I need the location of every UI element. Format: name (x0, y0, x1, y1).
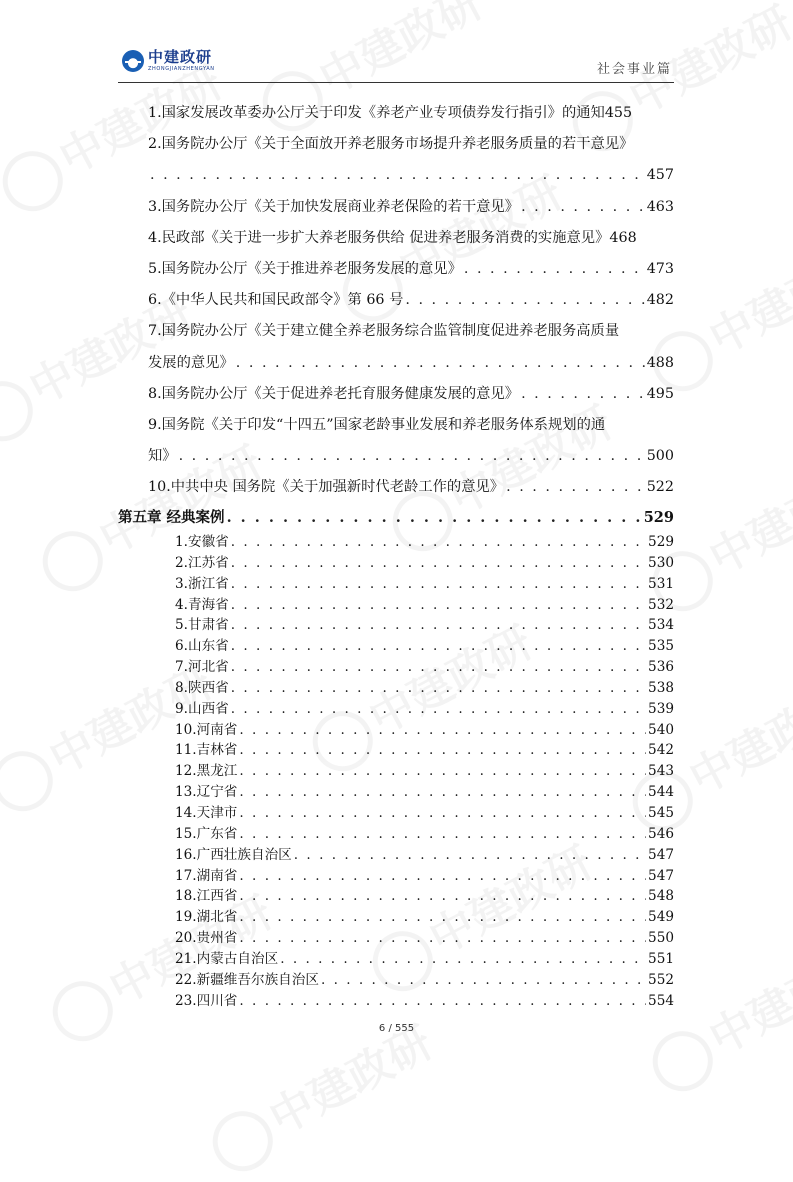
toc-page-number: 522 (646, 479, 674, 496)
case-page-number: 547 (648, 867, 674, 884)
logo-pinyin: ZHONGJIANZHENGYAN (148, 66, 215, 72)
case-label: 19.湖北省 (175, 909, 238, 926)
toc-page-number: 500 (646, 448, 674, 465)
toc-entry-line (148, 441, 674, 472)
case-label: 16.广西壮族自治区 (175, 846, 292, 863)
case-list-item[interactable] (175, 615, 674, 636)
dot-leader (239, 761, 646, 782)
dot-leader (506, 472, 645, 503)
case-label: 20.贵州省 (175, 930, 238, 947)
dot-leader (239, 991, 646, 1012)
toc-entry-line (148, 223, 674, 254)
dot-leader (239, 782, 646, 803)
dot-leader (231, 574, 646, 595)
case-label: 14.天津市 (175, 804, 238, 821)
toc-entry-title: 9.国务院《关于印发“十四五”国家老龄事业发展和养老服务体系规划的通 (148, 417, 606, 434)
case-page-number: 546 (648, 825, 674, 842)
toc-entry[interactable] (148, 192, 674, 223)
case-list-item[interactable] (175, 866, 674, 887)
case-page-number: 540 (648, 721, 674, 738)
toc-entry-title: 6.《中华人民共和国民政部令》第 66 号 (148, 292, 404, 309)
watermark-logo-icon (202, 1101, 283, 1182)
toc-entry[interactable] (148, 285, 674, 316)
dot-leader (321, 970, 646, 991)
case-list-item[interactable] (175, 636, 674, 657)
toc-page-number: 482 (646, 292, 674, 309)
toc-entry-line (148, 410, 674, 441)
case-list-item[interactable] (175, 595, 674, 616)
case-page-number: 544 (648, 784, 674, 801)
toc-entry-line (148, 98, 674, 129)
case-list-item[interactable] (175, 740, 674, 761)
case-page-number: 535 (648, 638, 674, 655)
case-list-item[interactable] (175, 803, 674, 824)
case-list-item[interactable] (175, 699, 674, 720)
dot-leader (521, 379, 645, 410)
dot-leader (231, 615, 646, 636)
toc-entry[interactable] (148, 223, 674, 254)
dot-leader (239, 824, 646, 845)
case-label: 4.青海省 (175, 596, 229, 613)
dot-leader (231, 595, 646, 616)
case-list-item[interactable] (175, 928, 674, 949)
dot-leader (231, 699, 646, 720)
toc-page-number: 495 (646, 385, 674, 402)
toc-case-list (175, 532, 674, 1011)
toc-entry-line (148, 160, 674, 191)
toc-entry-line (148, 472, 674, 503)
case-label: 8.陕西省 (175, 679, 229, 696)
dot-leader (231, 678, 646, 699)
case-list-item[interactable] (175, 574, 674, 595)
case-label: 13.辽宁省 (175, 784, 238, 801)
case-list-item[interactable] (175, 845, 674, 866)
toc-chapter-five[interactable] (118, 504, 674, 532)
dot-leader (280, 949, 646, 970)
toc-page-number: 457 (646, 167, 674, 184)
case-list-item[interactable] (175, 553, 674, 574)
case-page-number: 545 (648, 804, 674, 821)
chapter-page: 529 (643, 509, 674, 526)
case-label: 6.山东省 (175, 638, 229, 655)
case-list-item[interactable] (175, 949, 674, 970)
toc-entry-title: 3.国务院办公厅《关于加快发展商业养老保险的若干意见》 (148, 198, 520, 215)
case-label: 7.河北省 (175, 659, 229, 676)
watermark-logo-icon (32, 521, 113, 602)
toc-entry-title: 5.国务院办公厅《关于推进养老服务发展的意见》 (148, 261, 462, 278)
toc-entry[interactable] (148, 379, 674, 410)
dot-leader (150, 160, 645, 191)
page-number: 6 / 555 (378, 1023, 415, 1034)
toc-entry-line (148, 192, 674, 223)
toc-entry[interactable] (148, 254, 674, 285)
case-label: 18.江西省 (175, 888, 238, 905)
toc-page-number: 488 (646, 354, 674, 371)
case-page-number: 532 (648, 596, 674, 613)
case-list-item[interactable] (175, 970, 674, 991)
case-label: 9.山西省 (175, 700, 229, 717)
case-label: 1.安徽省 (175, 534, 229, 550)
case-list-item[interactable] (175, 678, 674, 699)
watermark-logo-icon (42, 971, 123, 1052)
case-list-item[interactable] (175, 991, 674, 1012)
case-list-item[interactable] (175, 761, 674, 782)
case-page-number: 543 (648, 763, 674, 780)
case-label: 17.湖南省 (175, 867, 238, 884)
dot-leader (231, 532, 646, 553)
toc-entry-title: 7.国务院办公厅《关于建立健全养老服务综合监管制度促进养老服务高质量 (148, 323, 620, 340)
toc-entry-line (148, 316, 674, 347)
toc-entry[interactable] (148, 472, 674, 503)
toc-page-number: 463 (646, 198, 674, 215)
case-label: 11.吉林省 (175, 742, 238, 759)
case-page-number: 530 (648, 554, 674, 571)
case-list-item[interactable] (175, 657, 674, 678)
dot-leader (231, 636, 646, 657)
dot-leader (464, 254, 645, 285)
case-label: 2.江苏省 (175, 554, 229, 571)
toc-entry-line (148, 348, 674, 379)
case-page-number: 549 (648, 909, 674, 926)
section-title: 社会事业篇 (596, 62, 672, 77)
dot-leader (179, 441, 645, 472)
dot-leader (521, 192, 645, 223)
dot-leader (236, 348, 645, 379)
toc-entry-line (148, 254, 674, 285)
dot-leader (239, 907, 646, 928)
chapter-title: 第五章 经典案例 (118, 509, 225, 526)
case-page-number: 551 (648, 950, 674, 967)
case-label: 12.黑龙江 (175, 763, 238, 780)
case-label: 5.甘肃省 (175, 617, 229, 634)
case-page-number: 529 (648, 534, 674, 550)
case-label: 23.四川省 (175, 992, 238, 1009)
case-list-item[interactable] (175, 886, 674, 907)
dot-leader (239, 740, 646, 761)
toc-entry-title: 8.国务院办公厅《关于促进养老托育服务健康发展的意见》 (148, 385, 520, 402)
case-page-number: 552 (648, 971, 674, 988)
dot-leader (239, 928, 646, 949)
watermark-logo-icon (0, 371, 43, 452)
toc-entry[interactable] (148, 410, 674, 472)
toc-entry-line (148, 129, 674, 160)
toc-entry-title: 2.国务院办公厅《关于全面放开养老服务市场提升养老服务质量的若干意见》 (148, 136, 634, 153)
dot-leader (239, 886, 646, 907)
toc-entry-title: 知》 (148, 448, 177, 465)
case-page-number: 539 (648, 700, 674, 717)
toc-policy-list (148, 98, 674, 504)
toc-entry-title: 发展的意见》 (148, 354, 234, 371)
case-list-item[interactable] (175, 720, 674, 741)
case-page-number: 536 (648, 659, 674, 676)
case-page-number: 550 (648, 930, 674, 947)
dot-leader (405, 285, 644, 316)
case-label: 3.浙江省 (175, 575, 229, 592)
logo (122, 50, 215, 72)
dot-leader (239, 720, 646, 741)
toc-entry-title: 4.民政部《关于进一步扩大养老服务供给 促进养老服务消费的实施意见》468 (148, 229, 637, 246)
case-label: 21.内蒙古自治区 (175, 950, 279, 967)
dot-leader (239, 866, 646, 887)
case-page-number: 548 (648, 888, 674, 905)
toc-entry[interactable] (148, 129, 674, 191)
case-page-number: 538 (648, 679, 674, 696)
case-label: 10.河南省 (175, 721, 238, 738)
case-page-number: 534 (648, 617, 674, 634)
dot-leader (294, 845, 646, 866)
case-label: 15.广东省 (175, 825, 238, 842)
toc-entry[interactable] (148, 98, 674, 129)
dot-leader (231, 657, 646, 678)
case-list-item[interactable] (175, 532, 674, 553)
case-list-item[interactable] (175, 824, 674, 845)
toc-entry[interactable] (148, 316, 674, 378)
case-list-item[interactable] (175, 782, 674, 803)
dot-leader (231, 553, 646, 574)
watermark-logo-icon (0, 141, 73, 222)
case-page-number: 542 (648, 742, 674, 759)
toc-page-number: 473 (646, 261, 674, 278)
case-list-item[interactable] (175, 907, 674, 928)
page-header (118, 42, 674, 83)
logo-name: 中建政研 (148, 48, 213, 66)
logo-icon (122, 50, 144, 72)
case-label: 22.新疆维吾尔族自治区 (175, 971, 319, 988)
watermark-logo-icon (0, 741, 63, 822)
toc-entry-title: 1.国家发展改革委办公厅关于印发《养老产业专项债券发行指引》的通知455 (148, 105, 633, 121)
toc-entry-line (148, 285, 674, 316)
dot-leader (227, 504, 642, 532)
toc-entry-line (148, 379, 674, 410)
case-page-number: 531 (648, 575, 674, 592)
case-page-number: 554 (648, 992, 674, 1009)
case-page-number: 547 (648, 846, 674, 863)
dot-leader (239, 803, 646, 824)
toc-entry-title: 10.中共中央 国务院《关于加强新时代老龄工作的意见》 (148, 479, 505, 496)
